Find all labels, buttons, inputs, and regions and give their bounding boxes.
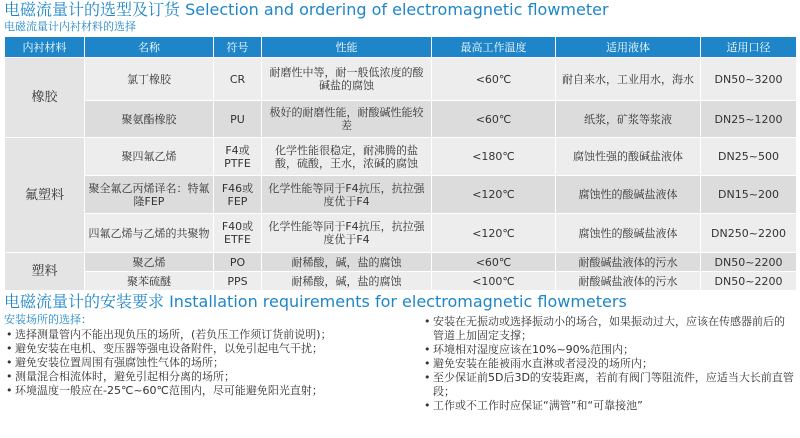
cell-performance: 耐磨性中等，耐一般低浓度的酸碱盐的腐蚀 (262, 58, 432, 101)
bullet-icon: • (6, 356, 13, 369)
selection-section-title: 电磁流量计的选型及订货 Selection and ordering of electromagnetic flowmeter (4, 0, 609, 19)
table-row (5, 272, 797, 291)
table-row (5, 138, 797, 176)
cell-caliber: DN50~2200 (701, 253, 797, 272)
material-group-rubber: 橡胶 (5, 58, 85, 138)
cell-temperature: <120℃ (432, 176, 556, 214)
cell-temperature: <120℃ (432, 214, 556, 253)
header-applicable-caliber: 适用口径 (701, 37, 797, 58)
cell-symbol: F46或FEP (214, 176, 262, 214)
cell-temperature: <60℃ (432, 253, 556, 272)
cell-caliber: DN50~3200 (701, 58, 797, 101)
cell-symbol: PPS (214, 272, 262, 291)
cell-liquid: 腐蚀性的酸碱盐液体 (556, 214, 701, 253)
cell-name: 聚氨酯橡胶 (85, 101, 214, 138)
installation-site-subtitle: 安装场所的选择： (4, 313, 92, 326)
cell-caliber: DN50~2200 (701, 272, 797, 291)
header-name: 名称 (85, 37, 214, 58)
list-item: • 测量混合相流体时，避免引起相分离的场所； (6, 370, 235, 383)
cell-performance: 极好的耐磨性能，耐酸碱性能较差 (262, 101, 432, 138)
cell-temperature: <60℃ (432, 58, 556, 101)
installation-notes-right (424, 315, 794, 413)
cell-name: 聚苯硫醚 (85, 272, 214, 291)
cell-symbol: F4或PTFE (214, 138, 262, 176)
list-item: • 环境相对湿度应该在10%~90%范围内； (424, 343, 635, 356)
list-item: • 安装在无振动或选择振动小的场合，如果振动过大，应该在传感器前后的管道上加固定支撑； (424, 315, 785, 342)
cell-temperature: <100℃ (432, 272, 556, 291)
cell-symbol: PO (214, 253, 262, 272)
installation-section-title: 电磁流量计的安装要求 Installation requirements for electromagnetic flowmeters (4, 292, 627, 311)
header-lining-material: 内衬材料 (5, 37, 85, 58)
table-row (5, 101, 797, 138)
cell-caliber: DN25~1200 (701, 101, 797, 138)
bullet-icon: • (6, 370, 13, 383)
table-row (5, 176, 797, 214)
bullet-icon: • (424, 357, 431, 370)
cell-name: 氯丁橡胶 (85, 58, 214, 101)
cell-name: 聚乙烯 (85, 253, 214, 272)
list-item: • 选择测量管内不能出现负压的场所，(若负压工作须订货前说明)； (6, 328, 332, 341)
list-item: • 避免安装在能被雨水直淋或者浸没的场所内； (424, 357, 653, 370)
list-item: • 避免安装位置周围有强腐蚀性气体的场所； (6, 356, 224, 369)
material-group-plastic: 塑料 (5, 253, 85, 291)
header-max-temperature: 最高工作温度 (432, 37, 556, 58)
lining-selection-table (4, 36, 797, 291)
bullet-icon: • (424, 371, 431, 384)
header-symbol: 符号 (214, 37, 262, 58)
list-item: • 避免安装在电机、变压器等强电设备附件，以免引起电气干扰； (6, 342, 323, 355)
cell-liquid: 耐自来水，工业用水，海水 (556, 58, 701, 101)
bullet-icon: • (6, 328, 13, 341)
bullet-icon: • (424, 315, 431, 328)
list-item: • 环境温度一般应在-25℃~60℃范围内，尽可能避免阳光直射； (6, 384, 323, 397)
table-row (5, 253, 797, 272)
table-row (5, 58, 797, 101)
cell-symbol: CR (214, 58, 262, 101)
lining-material-subtitle: 电磁流量计内衬材料的选择 (4, 20, 136, 33)
cell-temperature: <180℃ (432, 138, 556, 176)
cell-symbol: F40或ETFE (214, 214, 262, 253)
cell-name: 聚四氟乙烯 (85, 138, 214, 176)
bullet-icon: • (6, 342, 13, 355)
material-group-fluoroplastic: 氟塑料 (5, 138, 85, 253)
cell-performance: 耐稀酸，碱，盐的腐蚀 (262, 253, 432, 272)
cell-performance: 化学性能很稳定，耐沸腾的盐酸，硫酸，王水，浓碱的腐蚀 (262, 138, 432, 176)
cell-performance: 化学性能等同于F4抗压，抗拉强度优于F4 (262, 176, 432, 214)
cell-temperature: <60℃ (432, 101, 556, 138)
installation-notes-left (6, 328, 396, 398)
cell-symbol: PU (214, 101, 262, 138)
cell-caliber: DN250~2200 (701, 214, 797, 253)
header-performance: 性能 (262, 37, 432, 58)
cell-caliber: DN15~200 (701, 176, 797, 214)
cell-caliber: DN25~500 (701, 138, 797, 176)
list-item: • 至少保证前5D后3D的安装距离，若前有阀门等阻流件，应适当大长前直管段； (424, 371, 794, 398)
cell-liquid: 纸浆，矿浆等浆液 (556, 101, 701, 138)
table-header-row (5, 37, 797, 58)
cell-performance: 化学性能等同于F4抗压，抗拉强度优于F4 (262, 214, 432, 253)
cell-name: 四氟乙烯与乙烯的共聚物 (85, 214, 214, 253)
cell-name: 聚全氟乙丙烯译名：特氟隆FEP (85, 176, 214, 214)
cell-liquid: 腐蚀性的酸碱盐液体 (556, 176, 701, 214)
bullet-icon: • (6, 384, 13, 397)
cell-liquid: 耐酸碱盐液体的污水 (556, 253, 701, 272)
bullet-icon: • (424, 399, 431, 412)
cell-performance: 耐稀酸，碱，盐的腐蚀 (262, 272, 432, 291)
cell-liquid: 耐酸碱盐液体的污水 (556, 272, 701, 291)
bullet-icon: • (424, 343, 431, 356)
table-row (5, 214, 797, 253)
cell-liquid: 腐蚀性强的酸碱盐液体 (556, 138, 701, 176)
header-applicable-liquid: 适用液体 (556, 37, 701, 58)
list-item: • 工作或不工作时应保证“满管”和“可靠接池” (424, 399, 643, 412)
